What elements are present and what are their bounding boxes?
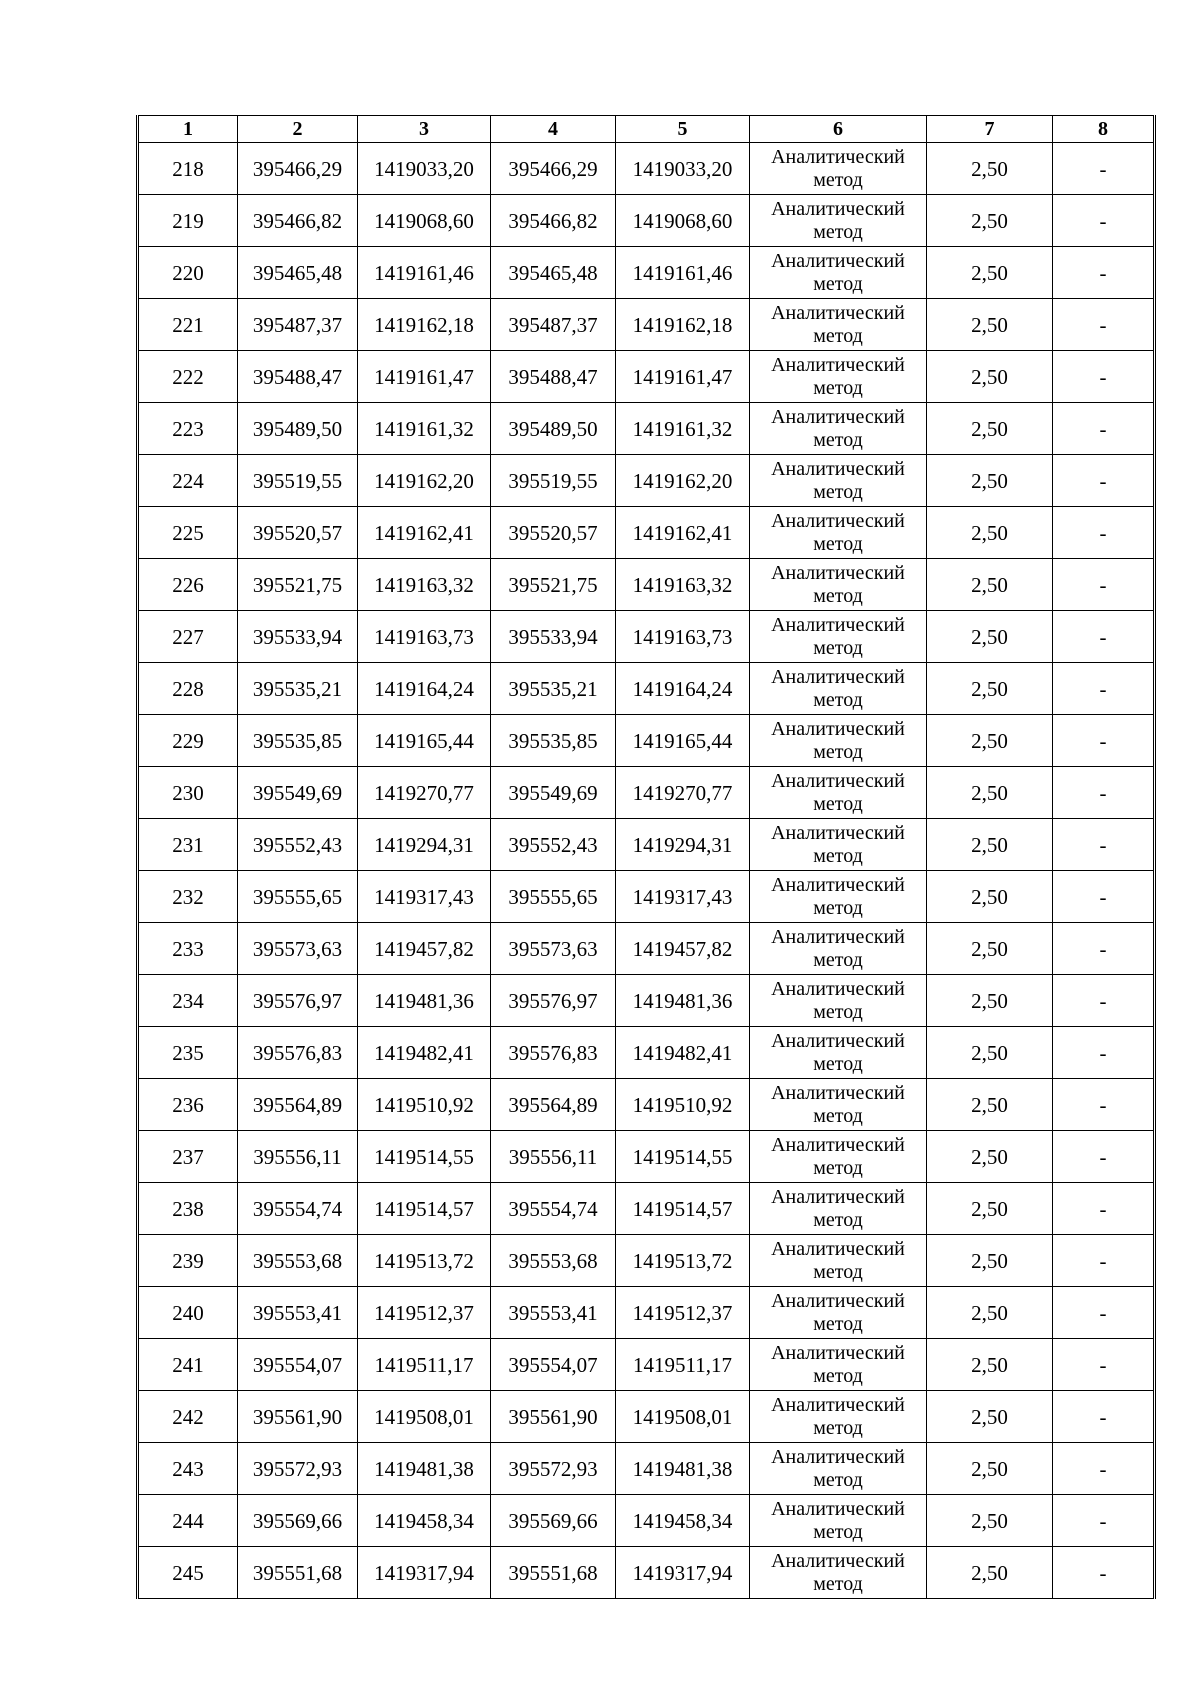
x-coordinate-cell: 395487,37 [238, 299, 358, 351]
table-row [138, 975, 1155, 1027]
note-cell: - [1053, 507, 1155, 559]
point-number-cell: 236 [138, 1079, 238, 1131]
y-coordinate-cell: 1419163,32 [358, 559, 491, 611]
x-coordinate-cell: 395564,89 [491, 1079, 616, 1131]
x-coordinate-cell: 395551,68 [491, 1547, 616, 1599]
point-number-cell: 235 [138, 1027, 238, 1079]
x-coordinate-cell: 395535,85 [238, 715, 358, 767]
point-number-cell: 223 [138, 403, 238, 455]
accuracy-cell: 2,50 [927, 195, 1053, 247]
y-coordinate-cell: 1419161,46 [358, 247, 491, 299]
y-coordinate-cell: 1419294,31 [616, 819, 750, 871]
x-coordinate-cell: 395487,37 [491, 299, 616, 351]
y-coordinate-cell: 1419033,20 [358, 143, 491, 195]
y-coordinate-cell: 1419457,82 [358, 923, 491, 975]
y-coordinate-cell: 1419270,77 [616, 767, 750, 819]
point-number-cell: 224 [138, 455, 238, 507]
table-row [138, 1027, 1155, 1079]
note-cell: - [1053, 143, 1155, 195]
x-coordinate-cell: 395556,11 [238, 1131, 358, 1183]
y-coordinate-cell: 1419164,24 [358, 663, 491, 715]
note-cell: - [1053, 299, 1155, 351]
table-row [138, 455, 1155, 507]
y-coordinate-cell: 1419508,01 [616, 1391, 750, 1443]
table-row [138, 1131, 1155, 1183]
y-coordinate-cell: 1419068,60 [358, 195, 491, 247]
y-coordinate-cell: 1419482,41 [616, 1027, 750, 1079]
point-number-cell: 232 [138, 871, 238, 923]
x-coordinate-cell: 395488,47 [491, 351, 616, 403]
y-coordinate-cell: 1419161,46 [616, 247, 750, 299]
x-coordinate-cell: 395561,90 [491, 1391, 616, 1443]
table-row [138, 299, 1155, 351]
note-cell: - [1053, 1079, 1155, 1131]
table-body [138, 143, 1155, 1599]
x-coordinate-cell: 395520,57 [491, 507, 616, 559]
x-coordinate-cell: 395549,69 [491, 767, 616, 819]
point-number-cell: 243 [138, 1443, 238, 1495]
table-row [138, 507, 1155, 559]
table-row [138, 871, 1155, 923]
x-coordinate-cell: 395554,07 [491, 1339, 616, 1391]
point-number-cell: 238 [138, 1183, 238, 1235]
accuracy-cell: 2,50 [927, 299, 1053, 351]
y-coordinate-cell: 1419163,73 [358, 611, 491, 663]
method-cell: Аналитический метод [750, 507, 927, 559]
y-coordinate-cell: 1419481,36 [358, 975, 491, 1027]
point-number-cell: 218 [138, 143, 238, 195]
method-cell: Аналитический метод [750, 923, 927, 975]
table-row [138, 247, 1155, 299]
method-cell: Аналитический метод [750, 819, 927, 871]
x-coordinate-cell: 395519,55 [491, 455, 616, 507]
note-cell: - [1053, 819, 1155, 871]
x-coordinate-cell: 395576,97 [238, 975, 358, 1027]
point-number-cell: 234 [138, 975, 238, 1027]
table-row [138, 1495, 1155, 1547]
note-cell: - [1053, 403, 1155, 455]
x-coordinate-cell: 395564,89 [238, 1079, 358, 1131]
y-coordinate-cell: 1419317,94 [358, 1547, 491, 1599]
note-cell: - [1053, 1547, 1155, 1599]
table-row [138, 1443, 1155, 1495]
note-cell: - [1053, 1027, 1155, 1079]
note-cell: - [1053, 1443, 1155, 1495]
x-coordinate-cell: 395569,66 [238, 1495, 358, 1547]
point-number-cell: 242 [138, 1391, 238, 1443]
note-cell: - [1053, 559, 1155, 611]
x-coordinate-cell: 395553,68 [491, 1235, 616, 1287]
table-row [138, 1079, 1155, 1131]
y-coordinate-cell: 1419458,34 [358, 1495, 491, 1547]
y-coordinate-cell: 1419458,34 [616, 1495, 750, 1547]
accuracy-cell: 2,50 [927, 403, 1053, 455]
method-cell: Аналитический метод [750, 559, 927, 611]
method-cell: Аналитический метод [750, 1183, 927, 1235]
table-row [138, 715, 1155, 767]
note-cell: - [1053, 767, 1155, 819]
note-cell: - [1053, 1339, 1155, 1391]
table-row [138, 819, 1155, 871]
method-cell: Аналитический метод [750, 1443, 927, 1495]
point-number-cell: 226 [138, 559, 238, 611]
accuracy-cell: 2,50 [927, 1391, 1053, 1443]
note-cell: - [1053, 1495, 1155, 1547]
accuracy-cell: 2,50 [927, 1495, 1053, 1547]
method-cell: Аналитический метод [750, 663, 927, 715]
table-row [138, 1287, 1155, 1339]
x-coordinate-cell: 395576,97 [491, 975, 616, 1027]
x-coordinate-cell: 395554,07 [238, 1339, 358, 1391]
x-coordinate-cell: 395519,55 [238, 455, 358, 507]
x-coordinate-cell: 395521,75 [491, 559, 616, 611]
table-row [138, 767, 1155, 819]
method-cell: Аналитический метод [750, 1287, 927, 1339]
x-coordinate-cell: 395466,29 [491, 143, 616, 195]
note-cell: - [1053, 715, 1155, 767]
table-row [138, 923, 1155, 975]
point-number-cell: 220 [138, 247, 238, 299]
table-row [138, 1547, 1155, 1599]
x-coordinate-cell: 395554,74 [491, 1183, 616, 1235]
note-cell: - [1053, 611, 1155, 663]
method-cell: Аналитический метод [750, 1079, 927, 1131]
x-coordinate-cell: 395576,83 [238, 1027, 358, 1079]
method-cell: Аналитический метод [750, 351, 927, 403]
note-cell: - [1053, 455, 1155, 507]
y-coordinate-cell: 1419163,32 [616, 559, 750, 611]
point-number-cell: 225 [138, 507, 238, 559]
x-coordinate-cell: 395466,82 [491, 195, 616, 247]
accuracy-cell: 2,50 [927, 871, 1053, 923]
note-cell: - [1053, 1131, 1155, 1183]
method-cell: Аналитический метод [750, 195, 927, 247]
column-header: 3 [358, 116, 491, 143]
x-coordinate-cell: 395553,41 [238, 1287, 358, 1339]
point-number-cell: 239 [138, 1235, 238, 1287]
y-coordinate-cell: 1419270,77 [358, 767, 491, 819]
table-row [138, 195, 1155, 247]
y-coordinate-cell: 1419162,41 [358, 507, 491, 559]
column-header: 5 [616, 116, 750, 143]
table-row [138, 143, 1155, 195]
y-coordinate-cell: 1419513,72 [358, 1235, 491, 1287]
x-coordinate-cell: 395535,21 [238, 663, 358, 715]
accuracy-cell: 2,50 [927, 507, 1053, 559]
x-coordinate-cell: 395554,74 [238, 1183, 358, 1235]
y-coordinate-cell: 1419510,92 [358, 1079, 491, 1131]
accuracy-cell: 2,50 [927, 1339, 1053, 1391]
coordinates-table [136, 115, 1156, 1599]
accuracy-cell: 2,50 [927, 143, 1053, 195]
method-cell: Аналитический метод [750, 715, 927, 767]
y-coordinate-cell: 1419317,94 [616, 1547, 750, 1599]
y-coordinate-cell: 1419457,82 [616, 923, 750, 975]
point-number-cell: 228 [138, 663, 238, 715]
y-coordinate-cell: 1419513,72 [616, 1235, 750, 1287]
y-coordinate-cell: 1419162,18 [358, 299, 491, 351]
column-header: 8 [1053, 116, 1155, 143]
x-coordinate-cell: 395552,43 [491, 819, 616, 871]
method-cell: Аналитический метод [750, 247, 927, 299]
x-coordinate-cell: 395521,75 [238, 559, 358, 611]
table-header-row [138, 116, 1155, 143]
table-row [138, 559, 1155, 611]
point-number-cell: 219 [138, 195, 238, 247]
x-coordinate-cell: 395555,65 [238, 871, 358, 923]
method-cell: Аналитический метод [750, 1027, 927, 1079]
column-header: 6 [750, 116, 927, 143]
y-coordinate-cell: 1419033,20 [616, 143, 750, 195]
accuracy-cell: 2,50 [927, 351, 1053, 403]
point-number-cell: 231 [138, 819, 238, 871]
accuracy-cell: 2,50 [927, 1547, 1053, 1599]
x-coordinate-cell: 395572,93 [238, 1443, 358, 1495]
table-row [138, 611, 1155, 663]
table-row [138, 1391, 1155, 1443]
y-coordinate-cell: 1419512,37 [616, 1287, 750, 1339]
method-cell: Аналитический метод [750, 975, 927, 1027]
method-cell: Аналитический метод [750, 1547, 927, 1599]
accuracy-cell: 2,50 [927, 715, 1053, 767]
y-coordinate-cell: 1419514,55 [616, 1131, 750, 1183]
table-row [138, 403, 1155, 455]
y-coordinate-cell: 1419162,18 [616, 299, 750, 351]
method-cell: Аналитический метод [750, 143, 927, 195]
x-coordinate-cell: 395572,93 [491, 1443, 616, 1495]
note-cell: - [1053, 1235, 1155, 1287]
column-header: 4 [491, 116, 616, 143]
y-coordinate-cell: 1419161,32 [616, 403, 750, 455]
point-number-cell: 230 [138, 767, 238, 819]
accuracy-cell: 2,50 [927, 1235, 1053, 1287]
y-coordinate-cell: 1419481,36 [616, 975, 750, 1027]
x-coordinate-cell: 395466,29 [238, 143, 358, 195]
x-coordinate-cell: 395489,50 [238, 403, 358, 455]
x-coordinate-cell: 395533,94 [491, 611, 616, 663]
y-coordinate-cell: 1419162,20 [358, 455, 491, 507]
accuracy-cell: 2,50 [927, 1287, 1053, 1339]
x-coordinate-cell: 395556,11 [491, 1131, 616, 1183]
method-cell: Аналитический метод [750, 1339, 927, 1391]
method-cell: Аналитический метод [750, 871, 927, 923]
method-cell: Аналитический метод [750, 1495, 927, 1547]
y-coordinate-cell: 1419162,41 [616, 507, 750, 559]
accuracy-cell: 2,50 [927, 663, 1053, 715]
y-coordinate-cell: 1419512,37 [358, 1287, 491, 1339]
note-cell: - [1053, 975, 1155, 1027]
method-cell: Аналитический метод [750, 455, 927, 507]
method-cell: Аналитический метод [750, 767, 927, 819]
x-coordinate-cell: 395555,65 [491, 871, 616, 923]
y-coordinate-cell: 1419162,20 [616, 455, 750, 507]
column-header: 1 [138, 116, 238, 143]
accuracy-cell: 2,50 [927, 819, 1053, 871]
point-number-cell: 244 [138, 1495, 238, 1547]
accuracy-cell: 2,50 [927, 767, 1053, 819]
accuracy-cell: 2,50 [927, 247, 1053, 299]
y-coordinate-cell: 1419068,60 [616, 195, 750, 247]
x-coordinate-cell: 395576,83 [491, 1027, 616, 1079]
x-coordinate-cell: 395551,68 [238, 1547, 358, 1599]
point-number-cell: 241 [138, 1339, 238, 1391]
note-cell: - [1053, 195, 1155, 247]
note-cell: - [1053, 923, 1155, 975]
x-coordinate-cell: 395553,68 [238, 1235, 358, 1287]
x-coordinate-cell: 395465,48 [238, 247, 358, 299]
note-cell: - [1053, 871, 1155, 923]
accuracy-cell: 2,50 [927, 1443, 1053, 1495]
y-coordinate-cell: 1419163,73 [616, 611, 750, 663]
accuracy-cell: 2,50 [927, 923, 1053, 975]
method-cell: Аналитический метод [750, 1131, 927, 1183]
y-coordinate-cell: 1419161,47 [616, 351, 750, 403]
x-coordinate-cell: 395573,63 [238, 923, 358, 975]
point-number-cell: 237 [138, 1131, 238, 1183]
accuracy-cell: 2,50 [927, 455, 1053, 507]
point-number-cell: 245 [138, 1547, 238, 1599]
y-coordinate-cell: 1419481,38 [358, 1443, 491, 1495]
method-cell: Аналитический метод [750, 611, 927, 663]
note-cell: - [1053, 663, 1155, 715]
table-row [138, 351, 1155, 403]
table-row [138, 1183, 1155, 1235]
x-coordinate-cell: 395549,69 [238, 767, 358, 819]
note-cell: - [1053, 1287, 1155, 1339]
y-coordinate-cell: 1419164,24 [616, 663, 750, 715]
y-coordinate-cell: 1419165,44 [616, 715, 750, 767]
y-coordinate-cell: 1419514,57 [616, 1183, 750, 1235]
y-coordinate-cell: 1419482,41 [358, 1027, 491, 1079]
y-coordinate-cell: 1419508,01 [358, 1391, 491, 1443]
method-cell: Аналитический метод [750, 1391, 927, 1443]
method-cell: Аналитический метод [750, 403, 927, 455]
note-cell: - [1053, 1391, 1155, 1443]
y-coordinate-cell: 1419510,92 [616, 1079, 750, 1131]
note-cell: - [1053, 247, 1155, 299]
accuracy-cell: 2,50 [927, 611, 1053, 663]
y-coordinate-cell: 1419161,32 [358, 403, 491, 455]
x-coordinate-cell: 395466,82 [238, 195, 358, 247]
point-number-cell: 229 [138, 715, 238, 767]
y-coordinate-cell: 1419317,43 [358, 871, 491, 923]
accuracy-cell: 2,50 [927, 559, 1053, 611]
column-header: 2 [238, 116, 358, 143]
accuracy-cell: 2,50 [927, 975, 1053, 1027]
y-coordinate-cell: 1419294,31 [358, 819, 491, 871]
x-coordinate-cell: 395553,41 [491, 1287, 616, 1339]
accuracy-cell: 2,50 [927, 1079, 1053, 1131]
table-row [138, 1235, 1155, 1287]
x-coordinate-cell: 395561,90 [238, 1391, 358, 1443]
table-row [138, 663, 1155, 715]
method-cell: Аналитический метод [750, 1235, 927, 1287]
point-number-cell: 221 [138, 299, 238, 351]
method-cell: Аналитический метод [750, 299, 927, 351]
accuracy-cell: 2,50 [927, 1183, 1053, 1235]
y-coordinate-cell: 1419161,47 [358, 351, 491, 403]
y-coordinate-cell: 1419511,17 [358, 1339, 491, 1391]
x-coordinate-cell: 395569,66 [491, 1495, 616, 1547]
y-coordinate-cell: 1419481,38 [616, 1443, 750, 1495]
x-coordinate-cell: 395520,57 [238, 507, 358, 559]
y-coordinate-cell: 1419165,44 [358, 715, 491, 767]
x-coordinate-cell: 395465,48 [491, 247, 616, 299]
x-coordinate-cell: 395488,47 [238, 351, 358, 403]
note-cell: - [1053, 351, 1155, 403]
point-number-cell: 233 [138, 923, 238, 975]
y-coordinate-cell: 1419514,55 [358, 1131, 491, 1183]
x-coordinate-cell: 395535,85 [491, 715, 616, 767]
point-number-cell: 240 [138, 1287, 238, 1339]
y-coordinate-cell: 1419514,57 [358, 1183, 491, 1235]
x-coordinate-cell: 395552,43 [238, 819, 358, 871]
table-row [138, 1339, 1155, 1391]
accuracy-cell: 2,50 [927, 1027, 1053, 1079]
point-number-cell: 222 [138, 351, 238, 403]
accuracy-cell: 2,50 [927, 1131, 1053, 1183]
y-coordinate-cell: 1419511,17 [616, 1339, 750, 1391]
note-cell: - [1053, 1183, 1155, 1235]
x-coordinate-cell: 395533,94 [238, 611, 358, 663]
x-coordinate-cell: 395535,21 [491, 663, 616, 715]
column-header: 7 [927, 116, 1053, 143]
point-number-cell: 227 [138, 611, 238, 663]
x-coordinate-cell: 395489,50 [491, 403, 616, 455]
y-coordinate-cell: 1419317,43 [616, 871, 750, 923]
x-coordinate-cell: 395573,63 [491, 923, 616, 975]
